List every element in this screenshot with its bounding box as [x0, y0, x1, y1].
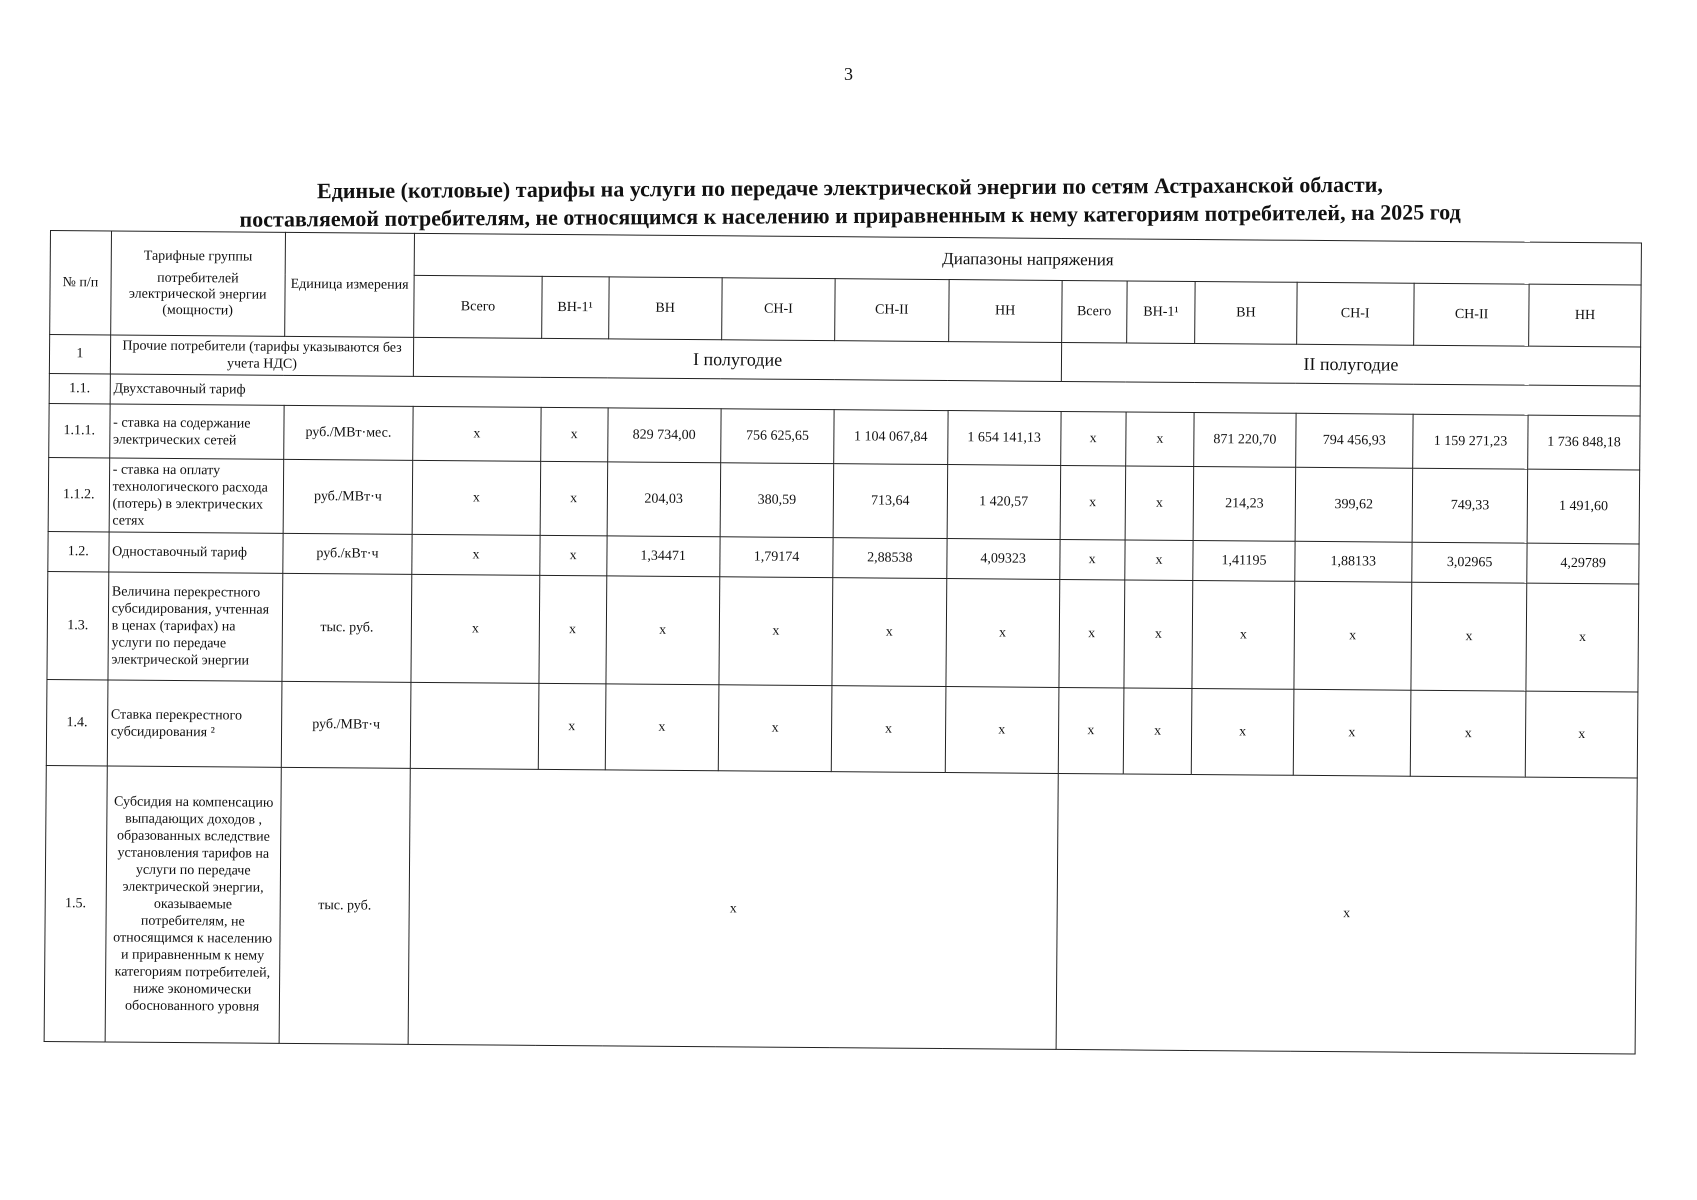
header-ranges: Диапазоны напряжения [414, 233, 1641, 285]
table-cell: x [832, 686, 946, 773]
row-name: Двухставочный тариф [110, 374, 1640, 416]
header-col: Всего [414, 275, 542, 338]
table-cell: 1,88133 [1294, 541, 1412, 582]
table-row [46, 679, 1638, 777]
table-cell: x [719, 577, 833, 686]
table-cell: 1 654 141,13 [947, 411, 1061, 466]
header-col: СН-I [722, 278, 836, 341]
table-row [44, 765, 1637, 1053]
row-unit: руб./МВт·ч [281, 681, 411, 768]
table-cell: x [539, 575, 607, 684]
table-cell: 399,62 [1295, 467, 1413, 542]
row-name: Субсидия на компенсацию выпадающих доходов , образованных вследствие установления тарифов на услуги по передаче электрической энергии, оказываемые потребителям, не относящимся к населению и приравненным к нему категориям потребителей, ниже экономически обоснованного уровня [105, 766, 281, 1043]
table-cell: 4,29789 [1527, 543, 1639, 584]
table-cell: x [1124, 540, 1193, 581]
row-name: Прочие потребители (тарифы указываются без учета НДС) [110, 335, 414, 376]
table-row [48, 457, 1640, 543]
table-cell: 749,33 [1412, 468, 1528, 543]
header-group [110, 231, 285, 336]
table-cell: 4,09323 [946, 539, 1060, 580]
table-cell: x [1192, 688, 1294, 775]
row-num: 1.1.2. [48, 457, 109, 531]
row-unit: руб./кВт·ч [283, 533, 413, 574]
row-unit: руб./МВт·ч [283, 459, 413, 534]
header-col: ВН [1195, 281, 1297, 344]
table-cell: x [1060, 539, 1125, 580]
table-cell: x [538, 683, 605, 770]
table-cell: x [718, 685, 832, 772]
row-name: Ставка перекрестного субсидирования ² [107, 680, 282, 767]
table-cell: x [605, 684, 719, 771]
header-col: СН-I [1296, 282, 1414, 345]
table-cell: x [540, 407, 607, 462]
half-year-1: I полугодие [414, 337, 1062, 381]
header-col: СН-II [1414, 283, 1530, 346]
row-unit: руб./МВт·мес. [283, 405, 413, 460]
header-col: НН [948, 280, 1062, 343]
table-cell: x [945, 687, 1059, 774]
table-cell: x [1526, 583, 1638, 692]
table-cell: 1 491,60 [1527, 469, 1639, 544]
header-group-line2: потребителей электрической энергии (мощности) [128, 270, 267, 318]
row-name: Величина перекрестного субсидирования, учтенная в ценах (тарифах) на услуги по передаче электрической энергии [108, 572, 283, 681]
table-cell: 1,34471 [606, 536, 720, 577]
header-col: Всего [1062, 280, 1127, 343]
table-cell: x [412, 460, 540, 535]
row-num: 1.4. [46, 679, 107, 765]
table-cell: 829 734,00 [607, 408, 721, 463]
row-num: 1.1.1. [49, 403, 110, 457]
row-name: - ставка на содержание электрических сетей [109, 404, 283, 459]
header-col: НН [1529, 284, 1641, 347]
table-cell: x [413, 406, 541, 461]
header-unit: Единица измерения [284, 232, 414, 337]
header-num: № п/п [50, 231, 112, 335]
table-cell: 1 736 848,18 [1528, 415, 1640, 470]
table-cell: x [1293, 689, 1411, 776]
row-unit: тыс. руб. [282, 573, 412, 682]
table-cell: 1,41195 [1193, 540, 1294, 581]
header-col: ВН-1¹ [541, 276, 608, 339]
table-cell: 2,88538 [833, 538, 947, 579]
table-cell: x [832, 578, 946, 687]
tariff-table-wrapper [44, 230, 1642, 1054]
table-cell: 1 420,57 [947, 465, 1061, 540]
table-cell: 214,23 [1194, 466, 1296, 541]
page-number: 3 [844, 64, 853, 84]
table-cell: 3,02965 [1412, 542, 1528, 583]
half-year-2: II полугодие [1061, 342, 1640, 386]
merged-cell-half-2: x [1056, 773, 1637, 1054]
table-cell [411, 682, 539, 769]
row-num: 1 [49, 335, 110, 374]
table-cell: 713,64 [833, 464, 947, 539]
table-cell: x [540, 535, 607, 576]
table-cell: x [946, 579, 1060, 688]
table-cell: x [412, 534, 540, 575]
table-cell: x [1124, 580, 1194, 689]
header-col: ВН [608, 277, 722, 340]
title-line-2: поставляемой потребителям, не относящимся к населению и приравненным к нему категориям потребителей, на 2025 год [239, 199, 1461, 232]
table-cell: x [606, 576, 720, 685]
table-cell: x [1410, 690, 1526, 777]
table-cell: x [1526, 691, 1638, 778]
merged-cell-half-1: x [408, 768, 1058, 1049]
table-cell: 1 104 067,84 [834, 410, 948, 465]
table-cell: x [1059, 579, 1125, 688]
table-cell: x [411, 574, 539, 683]
table-cell: 871 220,70 [1194, 412, 1296, 467]
header-row-1 [50, 231, 1641, 285]
table-cell: x [1060, 465, 1125, 540]
table-cell: 204,03 [607, 462, 721, 537]
table-cell: x [1294, 581, 1412, 690]
row-num: 1.5. [44, 765, 107, 1041]
table-cell: x [1411, 582, 1527, 691]
row-num: 1.1. [49, 373, 110, 403]
table-cell: x [1061, 411, 1126, 466]
header-col: ВН-1¹ [1126, 281, 1195, 344]
table-cell: x [1125, 466, 1194, 541]
table-cell: x [540, 461, 607, 536]
row-num: 1.3. [47, 571, 109, 679]
table-cell: x [1192, 580, 1294, 689]
title-line-1: Единые (котловые) тарифы на услуги по передаче электрической энергии по сетям Астраханской области, [316, 171, 1383, 204]
header-col: СН-II [835, 279, 949, 342]
row-num: 1.2. [48, 531, 109, 571]
row-unit: тыс. руб. [279, 767, 411, 1044]
table-cell: 1,79174 [720, 537, 834, 578]
header-group-line1: Тарифные группы [143, 248, 253, 265]
table-cell: x [1058, 687, 1123, 774]
table-cell: 380,59 [720, 463, 834, 538]
row-name: - ставка на оплату технологического расхода (потерь) в электрических сетях [109, 458, 284, 533]
table-cell: x [1125, 412, 1194, 467]
table-row [47, 571, 1639, 691]
table-cell: 756 625,65 [721, 409, 835, 464]
table-cell: 1 159 271,23 [1413, 414, 1529, 469]
table-cell: x [1123, 688, 1192, 775]
table-cell: 794 456,93 [1295, 413, 1413, 468]
tariff-table [44, 230, 1642, 1054]
row-name: Одноставочный тариф [109, 532, 283, 573]
document-title [140, 170, 1560, 235]
